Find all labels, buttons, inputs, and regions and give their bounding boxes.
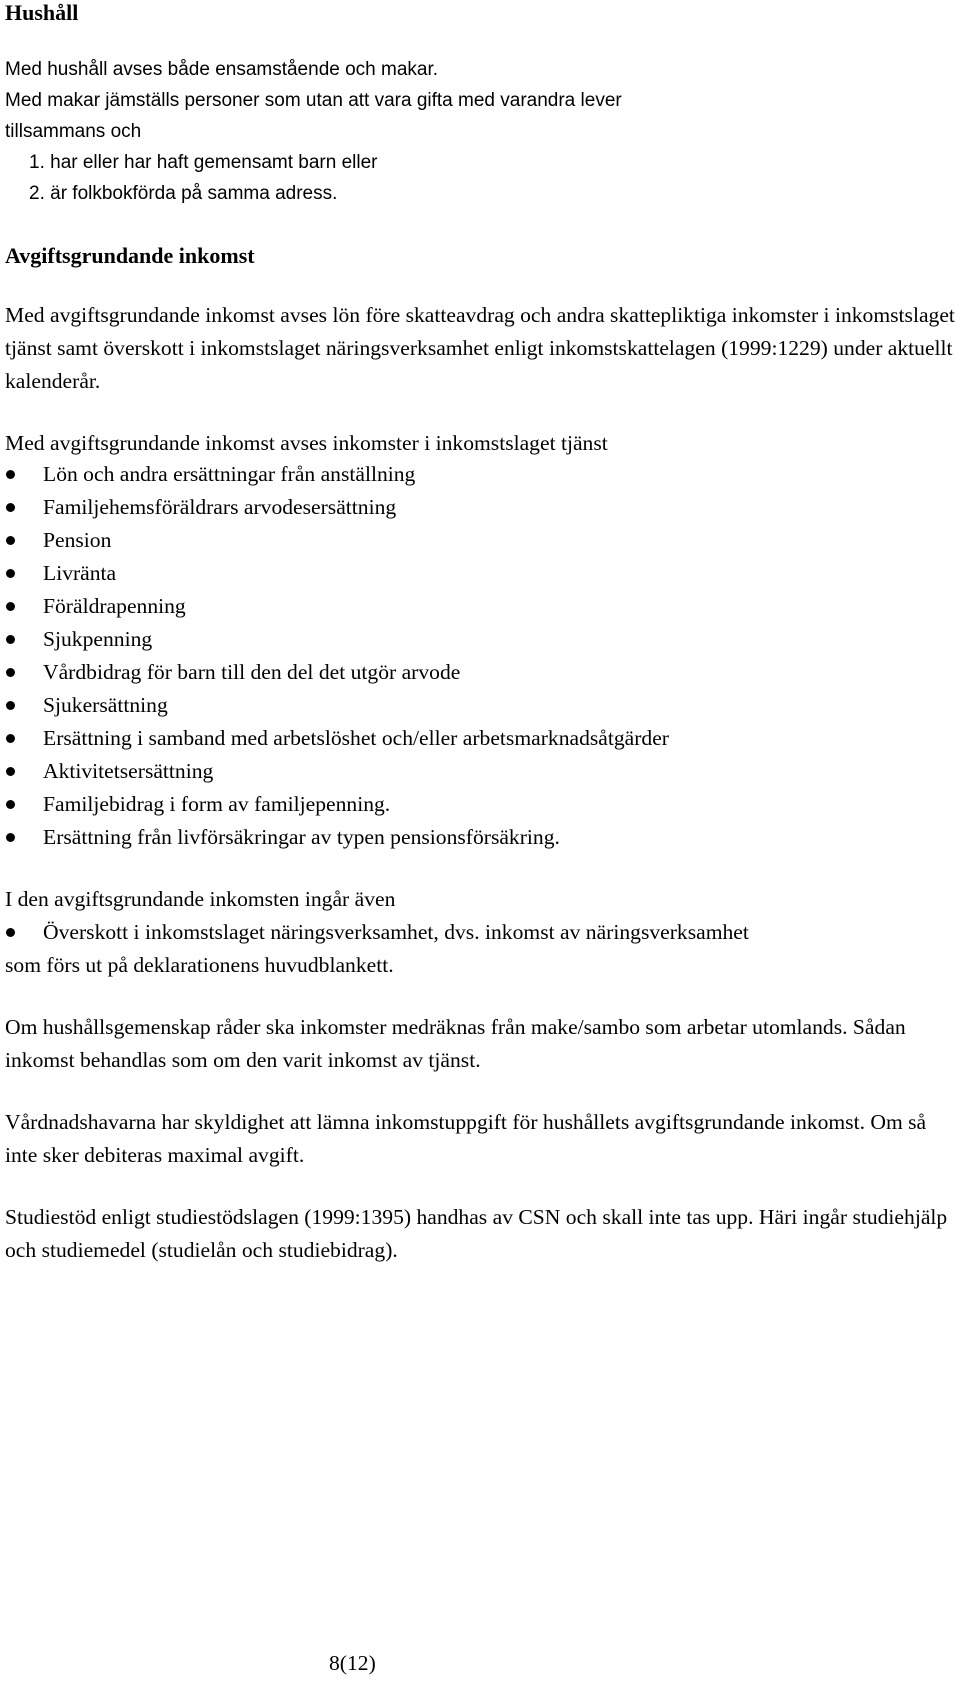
page-title: Hushåll (5, 0, 79, 25)
list-item (5, 623, 955, 656)
income-paragraph-6: Studiestöd enligt studiestödslagen (1999:1395) handhas av CSN och skall inte tas upp. Häri ingår studiehjälp och studiemedel (studielån och studiebidrag). (5, 1205, 948, 1262)
household-line-3: tillsammans och (5, 121, 142, 142)
bullet-icon (6, 602, 15, 611)
list-item (5, 458, 955, 491)
list-item-text: Ersättning från livförsäkringar av typen pensionsförsäkring. (43, 825, 560, 849)
business-item-continuation: som förs ut på deklarationens huvudblankett. (5, 953, 394, 977)
bullet-icon (6, 833, 15, 842)
income-heading: Avgiftsgrundande inkomst (5, 243, 255, 268)
list-item (5, 557, 955, 590)
bullet-icon (6, 734, 15, 743)
list-item-text: Vårdbidrag för barn till den del det utgör arvode (43, 660, 461, 684)
household-section (5, 54, 955, 209)
list-item-text: Familjehemsföräldrars arvodesersättning (43, 495, 397, 519)
list-item-text: Pension (43, 528, 112, 552)
list-item (5, 788, 955, 821)
household-criteria-list (5, 147, 955, 209)
income-paragraph-3: I den avgiftsgrundande inkomsten ingår även (5, 887, 396, 911)
list-item (5, 656, 955, 689)
list-item-text: Aktivitetsersättning (43, 759, 214, 783)
bullet-icon (6, 767, 15, 776)
list-item-text: Familjebidrag i form av familjepenning. (43, 792, 391, 816)
list-item (5, 755, 955, 788)
list-item-text: Livränta (43, 561, 117, 585)
list-item-text: Sjukersättning (43, 693, 168, 717)
household-line-2: Med makar jämställs personer som utan att vara gifta med varandra lever (5, 90, 622, 111)
list-item-text: Ersättning i samband med arbetslöshet och/eller arbetsmarknadsåtgärder (43, 726, 669, 750)
household-criterion: 2. är folkbokförda på samma adress. (29, 183, 338, 204)
bullet-icon (6, 569, 15, 578)
page-number: 8(12) (329, 1651, 376, 1675)
household-line-1: Med hushåll avses både ensamstående och makar. (5, 59, 439, 80)
list-item (5, 590, 955, 623)
list-item-text: Lön och andra ersättningar från anställning (43, 462, 416, 486)
bullet-icon (6, 701, 15, 710)
business-income-list (5, 916, 955, 949)
income-paragraph-2: Med avgiftsgrundande inkomst avses inkomster i inkomstslaget tjänst (5, 431, 608, 455)
income-paragraph-5: Vårdnadshavarna har skyldighet att lämna inkomstuppgift för hushållets avgiftsgrundande inkomst. Om så inte sker debiteras maximal avgift. (5, 1110, 927, 1167)
bullet-icon (6, 928, 15, 937)
household-criterion: 1. har eller har haft gemensamt barn eller (29, 152, 378, 173)
list-item (5, 916, 955, 949)
list-item-text: Föräldrapenning (43, 594, 186, 618)
list-item (5, 491, 955, 524)
list-item-text: Överskott i inkomstslaget näringsverksamhet, dvs. inkomst av näringsverksamhet (43, 920, 749, 944)
list-item (5, 524, 955, 557)
bullet-icon (6, 668, 15, 677)
bullet-icon (6, 536, 15, 545)
list-item (5, 722, 955, 755)
income-paragraph-1: Med avgiftsgrundande inkomst avses lön före skatteavdrag och andra skattepliktiga inkomster i inkomstslaget tjänst samt överskott i inkomstslaget näringsverksamhet enligt inkomstskattelagen (1999:1229) under aktuellt kalenderår. (5, 303, 955, 393)
income-paragraph-4: Om hushållsgemenskap råder ska inkomster medräknas från make/sambo som arbetar utomlands. Sådan inkomst behandlas som om den varit inkomst av tjänst. (5, 1015, 906, 1072)
document-page (5, 0, 955, 1267)
list-item (5, 689, 955, 722)
bullet-icon (6, 800, 15, 809)
bullet-icon (6, 470, 15, 479)
service-income-list (5, 458, 955, 854)
bullet-icon (6, 635, 15, 644)
list-item (5, 821, 955, 854)
list-item-text: Sjukpenning (43, 627, 153, 651)
bullet-icon (6, 503, 15, 512)
